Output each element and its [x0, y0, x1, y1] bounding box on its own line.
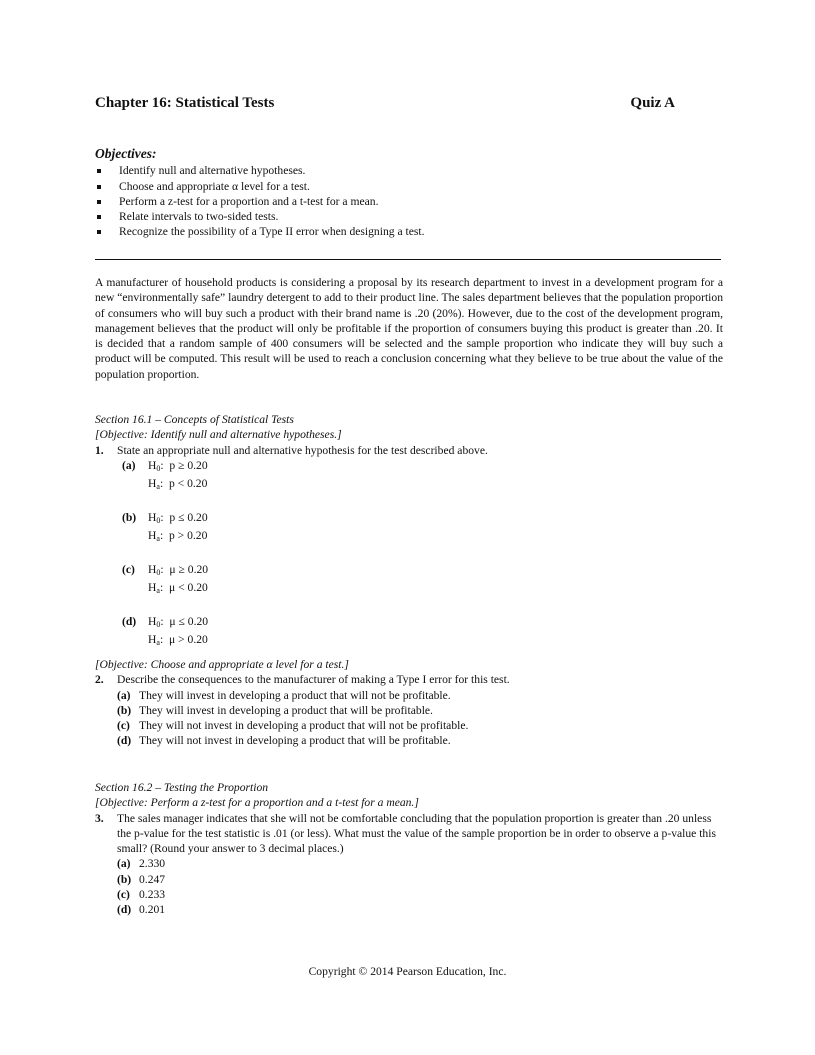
section-objective: [Objective: Choose and appropriate α level for a test.] — [95, 658, 349, 671]
option-b — [122, 510, 723, 547]
option-a — [117, 856, 723, 871]
option-label: (c) — [117, 888, 130, 902]
option-label: (c) — [117, 719, 130, 733]
ha-value: μ > 0.20 — [168, 632, 208, 646]
alt-hypothesis: $H_a$: μ > 0.20 — [148, 632, 208, 647]
quiz-label: Quiz A — [630, 95, 675, 111]
option-label: (a) — [117, 857, 131, 871]
question-text: The sales manager indicates that she will not be comfortable concluding that the population proportion is greater than .20 unless the p-value for the test statistic is .01 (or less). What must the value of the sample proportion be in order to observe a p-value this small? (Round your answer to 3 decimal places.) — [117, 811, 716, 856]
question-1-options — [122, 458, 723, 650]
section-title: Section 16.2 – Testing the Proportion — [95, 781, 269, 794]
option-label: (c) — [122, 562, 135, 576]
alt-hypothesis: $H_a$: μ < 0.20 — [148, 580, 208, 595]
question-number: 3. — [95, 811, 104, 825]
copyright-footer: Copyright © 2014 Pearson Education, Inc. — [308, 965, 507, 978]
objectives-section — [95, 146, 695, 240]
null-hypothesis: $H_0$: μ ≤ 0.20 — [148, 614, 209, 629]
objective-item: Identify null and alternative hypotheses. — [95, 163, 695, 178]
objective-item: Relate intervals to two-sided tests. — [95, 209, 695, 224]
section-title: Section 16.1 – Concepts of Statistical Tests — [95, 413, 294, 426]
section-16-1 — [95, 412, 723, 665]
section-objective: [Objective: Perform a z-test for a proportion and a t-test for a mean.] — [95, 796, 419, 810]
ha-value: μ < 0.20 — [168, 580, 208, 594]
option-text: They will not invest in developing a product that will not be profitable. — [139, 719, 469, 733]
ha-value: p > 0.20 — [168, 529, 208, 543]
option-text: They will invest in developing a product that will not be profitable. — [139, 688, 451, 702]
page-header — [95, 96, 675, 116]
option-label: (a) — [122, 458, 136, 472]
objectives-heading: Objectives: — [95, 146, 157, 161]
option-c — [117, 718, 723, 733]
h0-value: μ ≤ 0.20 — [169, 614, 209, 628]
option-text: 0.247 — [139, 872, 166, 886]
option-d — [117, 902, 723, 917]
option-a — [117, 688, 723, 703]
option-b — [117, 703, 723, 718]
section-16-2 — [95, 780, 723, 918]
option-label: (d) — [117, 734, 132, 748]
question-2-options — [117, 688, 723, 749]
option-label: (a) — [117, 688, 131, 702]
option-label: (d) — [122, 614, 137, 628]
divider — [95, 259, 721, 260]
option-d — [117, 733, 723, 748]
option-c — [117, 887, 723, 902]
question-text: Describe the consequences to the manufacturer of making a Type I error for this test. — [117, 673, 510, 687]
intro-paragraph: A manufacturer of household products is considering a proposal by its research department to invest in a development program for a new “environmentally safe” laundry detergent to add to their product line. The sales department believes that the population proportion of consumers who will buy such a product with their brand name is .20 (20%). However, due to the cost of the development program, management believes that the product will only be profitable if the proportion of consumers buying this product is greater than .20. It is decided that a random sample of 400 consumers will be selected and the sample proportion who indicate they will buy such a product will be computed. This result will be used to reach a conclusion concerning what they believe to be true about the value of the population proportion. — [95, 276, 723, 381]
option-text: 0.201 — [139, 903, 166, 917]
option-text: They will invest in developing a product that will be profitable. — [139, 703, 433, 717]
question-1 — [95, 443, 723, 458]
option-b — [117, 872, 723, 887]
alt-hypothesis: $H_a$: p > 0.20 — [148, 529, 208, 544]
question-2 — [95, 672, 723, 687]
null-hypothesis: $H_0$: p ≥ 0.20 — [148, 458, 208, 473]
option-d — [122, 614, 723, 651]
ha-value: p < 0.20 — [168, 477, 208, 491]
question-number: 1. — [95, 443, 104, 457]
option-text: 2.330 — [139, 857, 166, 871]
option-label: (b) — [117, 703, 132, 717]
option-c — [122, 562, 723, 599]
option-label: (d) — [117, 903, 132, 917]
option-label: (b) — [117, 872, 132, 886]
objective-item: Choose and appropriate α level for a test. — [95, 179, 695, 194]
question-number: 2. — [95, 673, 104, 687]
alt-hypothesis: $H_a$: p < 0.20 — [148, 477, 208, 492]
null-hypothesis: $H_0$: μ ≥ 0.20 — [148, 562, 209, 577]
null-hypothesis: $H_0$: p ≤ 0.20 — [148, 510, 208, 525]
option-text: 0.233 — [139, 888, 166, 902]
objective-item: Recognize the possibility of a Type II error when designing a test. — [95, 224, 695, 239]
section-objective: [Objective: Identify null and alternative hypotheses.] — [95, 428, 342, 442]
objective-item: Perform a z-test for a proportion and a t-test for a mean. — [95, 194, 695, 209]
h0-value: p ≥ 0.20 — [169, 458, 208, 472]
h0-value: p ≤ 0.20 — [169, 510, 208, 524]
question-text: State an appropriate null and alternative hypothesis for the test described above. — [117, 443, 488, 457]
objectives-list — [95, 163, 695, 239]
chapter-title: Chapter 16: Statistical Tests — [95, 95, 275, 111]
question-2-block — [95, 657, 723, 749]
question-3 — [95, 811, 723, 857]
question-3-options — [117, 856, 723, 917]
option-text: They will not invest in developing a product that will be profitable. — [139, 734, 451, 748]
h0-value: μ ≥ 0.20 — [169, 562, 209, 576]
option-label: (b) — [122, 510, 137, 524]
option-a — [122, 458, 723, 495]
